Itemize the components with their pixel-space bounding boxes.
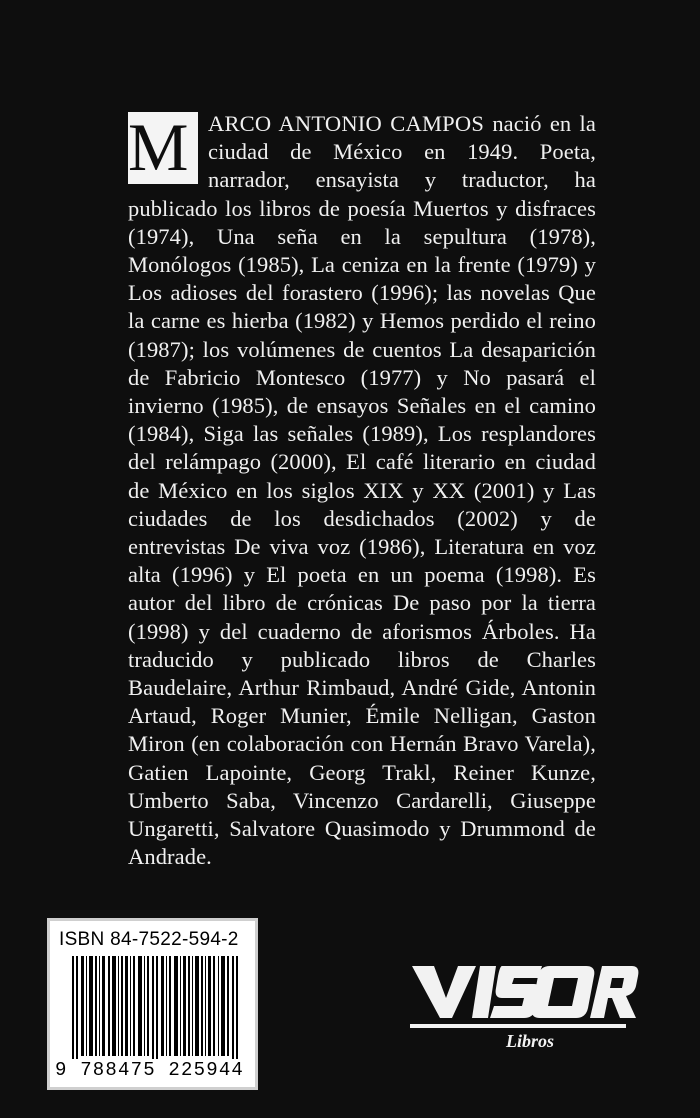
logo-text: VISOR xyxy=(310,846,314,847)
isbn-number: ISBN 84-7522-594-2 xyxy=(59,929,239,950)
biography-text: nació en la ciudad de México en 1949. Poeta, narrador, ensayista y traductor, ha publicado los libros de poesía Muertos y disfraces (1974), Una seña en la sepultura (1978), Monólogos (1985), La ceniza en la frente (1979) y Los adioses del forastero (1996); las novelas Que la carne es hierba (1982) y Hemos perdido el reino (1987); los volúmenes de cuentos La desaparición de Fabricio Montesco (1977) y No pasará el invierno (1985), de ensayos Señales en el camino (1984), Siga las señales (1989), Los resplandores del relámpago (2000), El café literario en ciudad de México en los siglos XIX y XX (2001) y Las ciudades de los desdichados (2002) y de entrevistas De viva voz (1986), Literatura en voz alta (1996) y El poeta en un poema (1998). Es autor del libro de crónicas De paso por la tierra (1998) y del cuaderno de aforismos Árboles. Ha traducido y publicado libros de Charles Baudelaire, Arthur Rimbaud, André Gide, Antonin Artaud, Roger Munier, Émile Nelligan, Gaston Miron (en colaboración con Hernán Bravo Varela), Gatien Lapointe, Georg Trakl, Reiner Kunze, Umberto Saba, Vincenzo Cardarelli, Giuseppe Ungaretti, Salvatore Quasimodo y Drummond de Andrade. xyxy=(128,111,596,870)
barcode-bars-icon xyxy=(72,956,248,1066)
author-name: ARCO ANTONIO CAMPOS xyxy=(208,111,485,136)
drop-cap: M xyxy=(128,112,198,184)
logo-subtext: Libros xyxy=(506,1031,555,1051)
ean-number: 9 788475 225944 xyxy=(55,1059,245,1081)
visor-libros-logo xyxy=(310,846,640,1056)
author-biography xyxy=(128,110,596,871)
isbn-barcode xyxy=(47,918,258,1090)
